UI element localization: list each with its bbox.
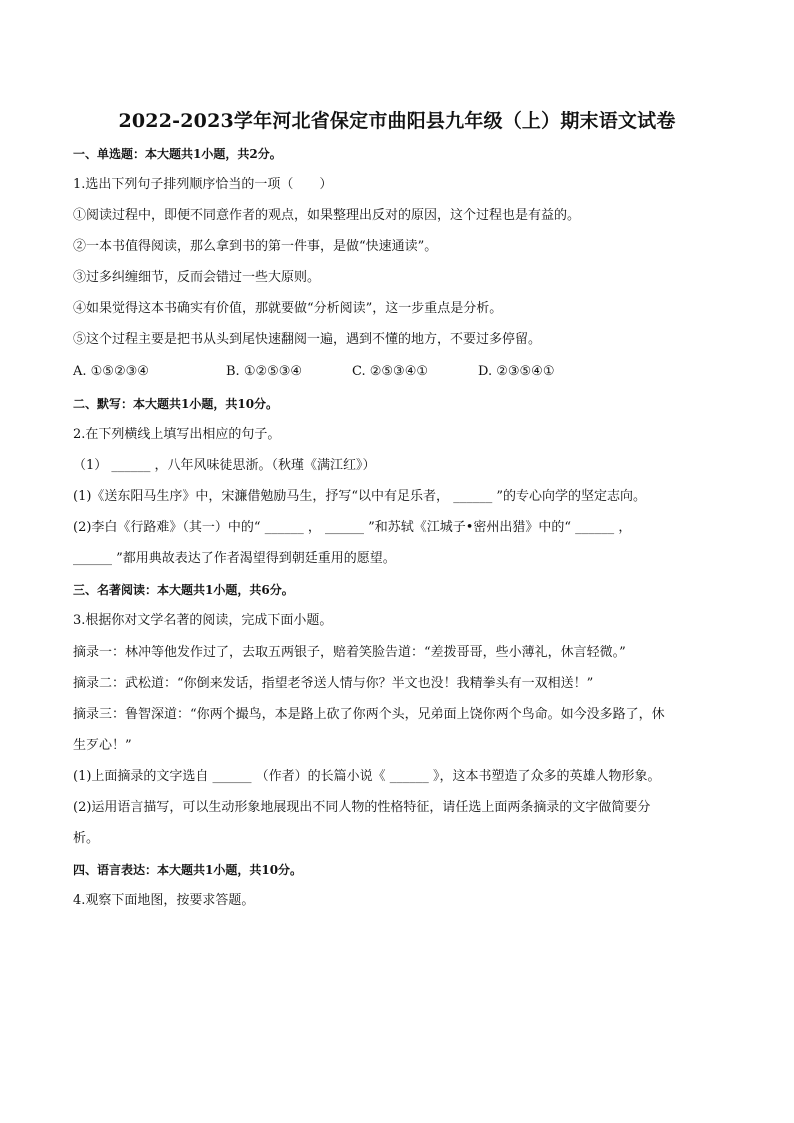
question-2-item-3a: (2)李白《行路难》（其一）中的“ ______ ， ______ ”和苏轼《江城子•密州出猎》中的“ ______ ， [73,520,632,535]
question-1-option-b: B. ①②⑤③④ [226,364,303,379]
question-1-sentence-5: ⑤这个过程主要是把书从头到尾快速翻阅一遍，遇到不懂的地方，不要过多停留。 [73,332,542,347]
question-1-sentence-4: ④如果觉得这本书确实有价值，那就要做“分析阅读”，这一步重点是分析。 [73,301,503,316]
question-1-option-a: A. ①⑤②③④ [73,364,149,379]
section-heading-2: 二、默写：本大题共1小题，共10分。 [73,397,279,411]
question-1-sentence-2: ②一本书值得阅读，那么拿到书的第一件事，是做“快速通读”。 [73,239,438,254]
question-2-item-3b: ______ ”都用典故表达了作者渴望得到朝廷重用的愿望。 [73,551,396,566]
question-3-item-1: (1)上面摘录的文字选自 ______ （作者）的长篇小说《 ______ 》，这本书塑造了众多的英雄人物形象。 [73,769,661,784]
question-3-item-2a: (2)运用语言描写，可以生动形象地展现出不同人物的性格特征，请任选上面两条摘录的文字做简要分 [73,800,651,815]
section-heading-3: 三、名著阅读：本大题共1小题，共6分。 [73,583,294,597]
question-1-sentence-1: ①阅读过程中，即便不同意作者的观点，如果整理出反对的原因，这个过程也是有益的。 [73,208,581,223]
question-2-item-2: (1)《送东阳马生序》中，宋濂借勉励马生，抒写“以中有足乐者， ______ ”的专心向学的坚定志向。 [73,489,646,504]
question-4-stem: 4.观察下面地图，按要求答题。 [73,893,255,908]
question-1-stem: 1.选出下列句子排列顺序恰当的一项（ ） [73,177,333,192]
question-2-item-1: （1） ______ ，八年风味徒思浙。（秋瑾《满江红》） [73,458,376,473]
question-1-sentence-3: ③过多纠缠细节，反而会错过一些大原则。 [73,270,321,285]
question-3-excerpt-2: 摘录二：武松道：“你倒来发话，指望老爷送人情与你？半文也没！我精拳头有一双相送！” [73,676,594,691]
section-heading-4: 四、语言表达：本大题共1小题，共10分。 [73,863,303,877]
page-title: 2022-2023学年河北省保定市曲阳县九年级（上）期末语文试卷 [118,110,676,132]
question-1-option-c: C. ②⑤③④① [352,364,429,379]
question-2-stem: 2.在下列横线上填写出相应的句子。 [73,427,281,442]
question-3-excerpt-1: 摘录一：林冲等他发作过了，去取五两银子，赔着笑脸告道：“差拨哥哥，些小薄礼，休言轻微。” [73,645,626,660]
question-3-stem: 3.根据你对文学名著的阅读，完成下面小题。 [73,613,333,628]
question-3-excerpt-3a: 摘录三：鲁智深道：“你两个撮鸟，本是路上砍了你两个头，兄弟面上饶你两个鸟命。如今没多路了，休 [73,707,665,722]
section-heading-1: 一、单选题：本大题共1小题，共2分。 [73,147,282,161]
question-3-excerpt-3b: 生歹心！” [73,738,132,753]
question-1-option-d: D. ②③⑤④① [478,364,555,379]
question-3-item-2b: 析。 [73,831,100,846]
